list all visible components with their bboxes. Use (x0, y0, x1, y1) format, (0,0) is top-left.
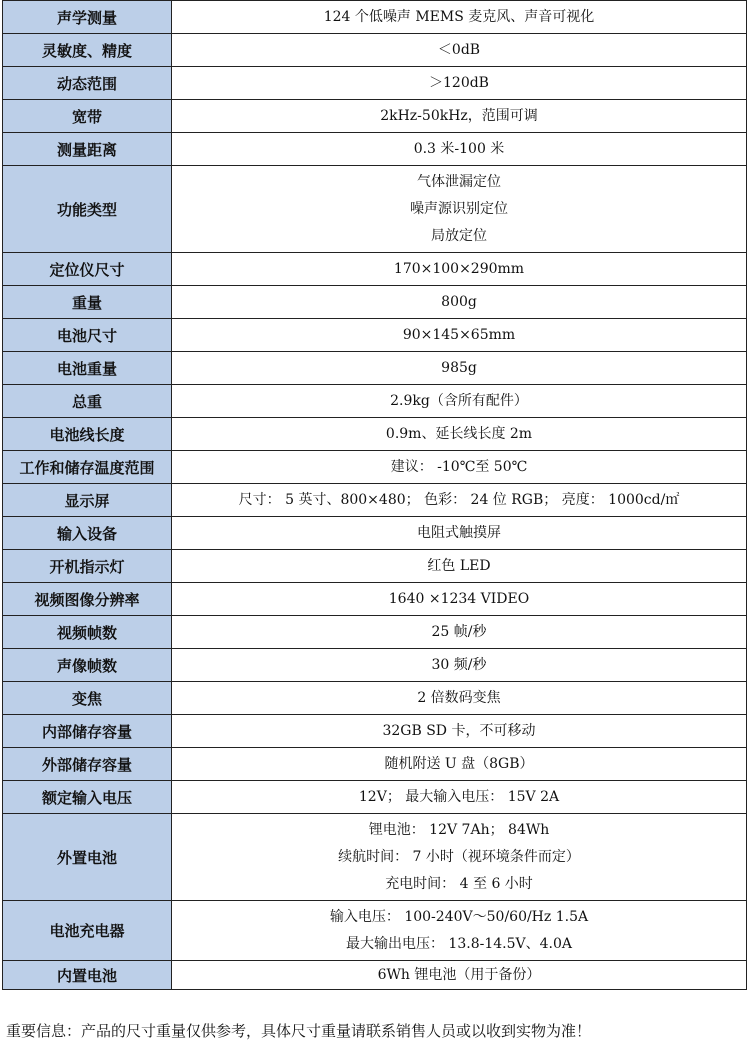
spec-value-line: 0.3 米-100 米 (413, 140, 505, 157)
spec-label: 额定输入电压 (3, 781, 172, 814)
spec-label: 视频帧数 (3, 616, 172, 649)
spec-row (3, 286, 747, 319)
spec-value (172, 649, 747, 682)
spec-value-line: 30 频/秒 (431, 656, 487, 673)
spec-label: 电池充电器 (3, 901, 172, 961)
spec-row (3, 133, 747, 166)
spec-label: 测量距离 (3, 133, 172, 166)
spec-row (3, 550, 747, 583)
spec-row (3, 319, 747, 352)
spec-row (3, 901, 747, 961)
spec-value (172, 616, 747, 649)
spec-value (172, 682, 747, 715)
spec-value-line: ＞120dB (429, 74, 489, 91)
spec-row (3, 253, 747, 286)
spec-value (172, 1, 747, 34)
spec-value (172, 715, 747, 748)
spec-value-line: 1640 ×1234 VIDEO (388, 590, 530, 607)
spec-value-line: 2 倍数码变焦 (417, 689, 501, 706)
spec-label: 声像帧数 (3, 649, 172, 682)
spec-row (3, 1, 747, 34)
spec-row (3, 715, 747, 748)
spec-value-line: 170×100×290mm (393, 260, 525, 277)
spec-value (172, 451, 747, 484)
spec-row (3, 682, 747, 715)
spec-label: 总重 (3, 385, 172, 418)
spec-value-line: 985g (441, 359, 477, 376)
spec-label: 功能类型 (3, 166, 172, 253)
spec-value-line: 随机附送 U 盘（8GB） (384, 755, 534, 772)
spec-label: 宽带 (3, 100, 172, 133)
spec-row (3, 418, 747, 451)
spec-row (3, 451, 747, 484)
spec-label: 定位仪尺寸 (3, 253, 172, 286)
spec-value (172, 961, 747, 990)
spec-value (172, 286, 747, 319)
spec-value-line: 锂电池： 12V 7Ah； 84Wh (368, 821, 550, 838)
spec-value-line: 2kHz-50kHz，范围可调 (380, 107, 538, 124)
spec-value-line: 局放定位 (431, 227, 487, 244)
spec-value-line: 红色 LED (427, 557, 491, 574)
spec-label: 变焦 (3, 682, 172, 715)
spec-label: 重量 (3, 286, 172, 319)
spec-value-line: 6Wh 锂电池（用于备份） (377, 966, 541, 983)
spec-value (172, 100, 747, 133)
spec-label: 电池重量 (3, 352, 172, 385)
spec-label: 电池尺寸 (3, 319, 172, 352)
spec-value-line: 2.9kg（含所有配件） (390, 392, 528, 409)
spec-value-line: 续航时间： 7 小时（视环境条件而定） (338, 848, 580, 865)
spec-value-line: 12V； 最大输入电压： 15V 2A (358, 788, 560, 805)
spec-value-line: 噪声源识别定位 (410, 200, 508, 217)
spec-value (172, 901, 747, 961)
spec-label: 开机指示灯 (3, 550, 172, 583)
spec-value (172, 418, 747, 451)
spec-row (3, 385, 747, 418)
spec-row (3, 67, 747, 100)
spec-row (3, 517, 747, 550)
spec-value (172, 517, 747, 550)
spec-row (3, 166, 747, 253)
spec-value-line: 最大输出电压： 13.8-14.5V、4.0A (345, 935, 572, 952)
spec-value-line: 0.9m、延长线长度 2m (385, 425, 533, 442)
spec-value-line: 充电时间： 4 至 6 小时 (385, 875, 533, 892)
spec-value (172, 34, 747, 67)
spec-label: 声学测量 (3, 1, 172, 34)
spec-row (3, 484, 747, 517)
spec-row (3, 781, 747, 814)
spec-label: 灵敏度、精度 (3, 34, 172, 67)
spec-label: 电池线长度 (3, 418, 172, 451)
spec-row (3, 748, 747, 781)
spec-label: 内置电池 (3, 961, 172, 990)
spec-value (172, 748, 747, 781)
spec-label: 显示屏 (3, 484, 172, 517)
spec-row (3, 34, 747, 67)
important-notice: 重要信息：产品的尺寸重量仅供参考，具体尺寸重量请联系销售人员或以收到实物为准！ (6, 1022, 592, 1040)
spec-value-line: 90×145×65mm (402, 326, 516, 343)
spec-value (172, 319, 747, 352)
spec-value (172, 583, 747, 616)
spec-value-line: 建议： -10℃至 50℃ (390, 458, 528, 475)
spec-value-line: ＜0dB (437, 41, 481, 58)
spec-value-line: 尺寸： 5 英寸、800×480； 色彩： 24 位 RGB； 亮度： 1000cd/㎡ (238, 491, 680, 508)
spec-label: 视频图像分辨率 (3, 583, 172, 616)
spec-row (3, 961, 747, 990)
spec-row (3, 583, 747, 616)
spec-row (3, 649, 747, 682)
spec-value-line: 电阻式触摸屏 (417, 524, 501, 541)
spec-value (172, 67, 747, 100)
spec-value-line: 气体泄漏定位 (417, 173, 501, 190)
spec-label: 输入设备 (3, 517, 172, 550)
spec-value-line: 800g (441, 293, 477, 310)
spec-label: 外部储存容量 (3, 748, 172, 781)
spec-value (172, 166, 747, 253)
spec-value (172, 385, 747, 418)
spec-value (172, 550, 747, 583)
spec-value-line: 25 帧/秒 (431, 623, 487, 640)
spec-row (3, 352, 747, 385)
spec-value (172, 814, 747, 901)
spec-value (172, 253, 747, 286)
spec-label: 工作和储存温度范围 (3, 451, 172, 484)
spec-row (3, 100, 747, 133)
spec-value (172, 133, 747, 166)
spec-value (172, 484, 747, 517)
spec-value (172, 781, 747, 814)
spec-table (2, 0, 747, 990)
spec-label: 外置电池 (3, 814, 172, 901)
spec-row (3, 814, 747, 901)
spec-value (172, 352, 747, 385)
spec-value-line: 输入电压： 100-240V～50/60/Hz 1.5A (329, 908, 589, 925)
spec-row (3, 616, 747, 649)
spec-label: 内部储存容量 (3, 715, 172, 748)
spec-value-line: 32GB SD 卡，不可移动 (382, 722, 536, 739)
spec-value-line: 124 个低噪声 MEMS 麦克风、声音可视化 (323, 8, 595, 25)
spec-label: 动态范围 (3, 67, 172, 100)
spec-table-body (3, 1, 747, 990)
